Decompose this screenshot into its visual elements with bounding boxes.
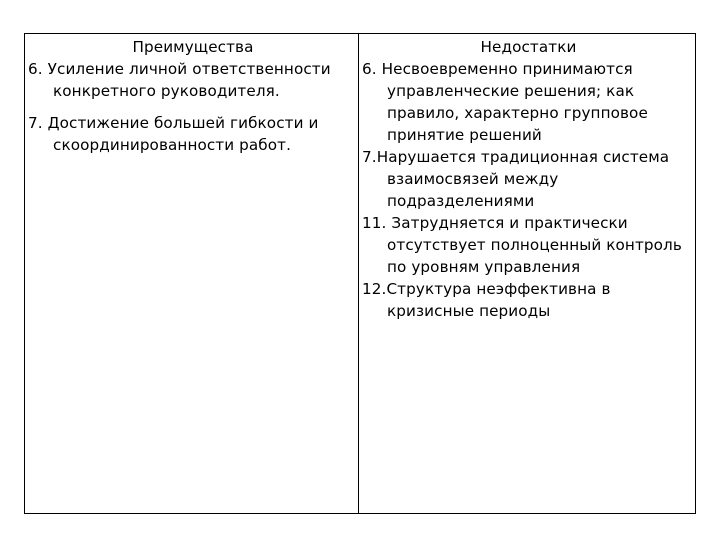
disadvantage-number: 11. xyxy=(362,214,387,232)
advantage-item xyxy=(28,58,358,102)
table-row xyxy=(25,34,696,514)
disadvantages-cell xyxy=(359,34,696,514)
disadvantage-text: Нарушается традиционная система взаимосвязей между подразделениями xyxy=(376,148,670,210)
disadvantage-item xyxy=(362,146,695,212)
disadvantage-number: 6. xyxy=(362,60,377,78)
disadvantage-number: 12. xyxy=(362,280,387,298)
disadvantage-item xyxy=(362,212,695,278)
advantages-cell xyxy=(25,34,359,514)
disadvantage-text: Несвоевременно принимаются управленческие решения; как правило, характерно групповое принятие решений xyxy=(381,60,648,144)
advantage-number: 7. xyxy=(28,114,43,132)
disadvantage-text: Структура неэффективна в кризисные периоды xyxy=(386,280,611,320)
disadvantage-item xyxy=(362,278,695,322)
disadvantage-number: 7. xyxy=(362,148,377,166)
disadvantages-header: Недостатки xyxy=(480,38,577,56)
advantage-text: Усиление личной ответственности конкретного руководителя. xyxy=(47,60,331,100)
advantage-number: 6. xyxy=(28,60,43,78)
advantage-text: Достижение большей гибкости и скоординированности работ. xyxy=(47,114,319,154)
disadvantage-item xyxy=(362,58,695,146)
advantages-header: Преимущества xyxy=(132,38,254,56)
comparison-table xyxy=(24,33,696,514)
advantage-item xyxy=(28,112,358,156)
disadvantage-text: Затрудняется и практически отсутствует полноценный контроль по уровням управления xyxy=(387,214,682,276)
